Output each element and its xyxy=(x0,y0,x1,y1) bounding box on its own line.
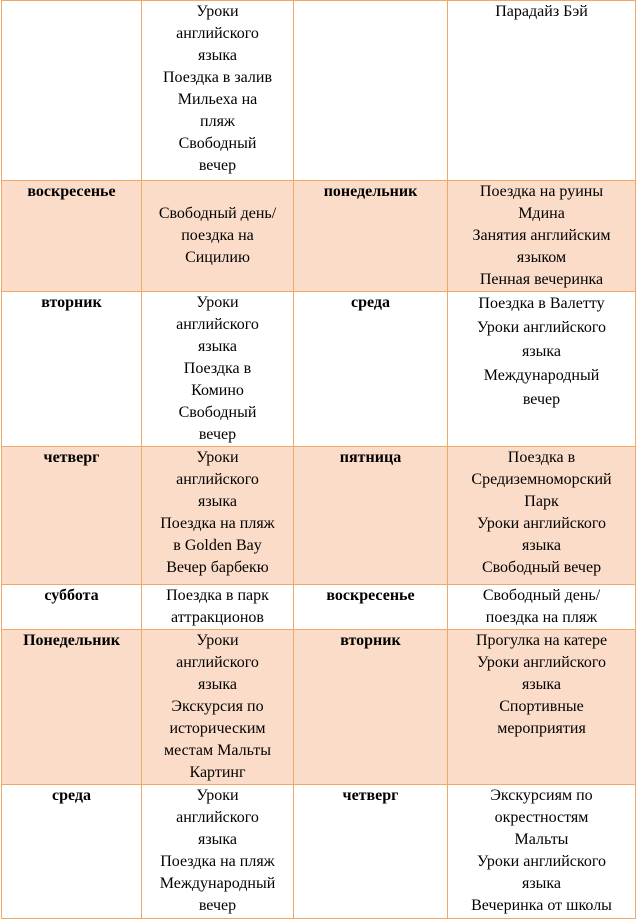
table-row xyxy=(2,292,636,447)
activity-line: местам Мальты xyxy=(163,742,272,759)
activity-line: Уроки xyxy=(196,632,239,649)
activity-line: Поездка в xyxy=(507,449,576,466)
activity-line: языка xyxy=(197,338,238,355)
day-cell: Понедельник xyxy=(2,630,142,785)
activity-line: английского xyxy=(176,316,259,333)
activity-line: Свободный день/ xyxy=(158,205,277,222)
activity-line: языка xyxy=(521,537,562,554)
activity-line: Свободный день/ xyxy=(482,587,601,604)
activity-line: Вечер барбекю xyxy=(166,559,269,576)
day-cell: среда xyxy=(2,785,142,919)
activity-line: Парадайз Бэй xyxy=(495,3,588,20)
activity-line: Средиземноморский xyxy=(471,471,612,488)
activity-line: Уроки английского xyxy=(476,853,606,870)
activity-line: в Golden Bay xyxy=(173,537,262,554)
activity-line: Комино xyxy=(191,382,244,399)
activity-line: Спортивные xyxy=(499,698,584,715)
activities-cell xyxy=(142,292,294,447)
schedule-table xyxy=(1,0,636,919)
activities-cell xyxy=(142,1,294,181)
activity-line: Поездка на руины xyxy=(479,183,604,200)
activity-line: Мальты xyxy=(514,831,569,848)
day-cell: четверг xyxy=(2,447,142,585)
activity-line: языка xyxy=(197,831,238,848)
table-row xyxy=(2,1,636,181)
activity-line: аттракционов xyxy=(171,609,264,626)
activity-line: вечер xyxy=(198,157,237,174)
activity-line: языка xyxy=(197,493,238,510)
activity-line: Уроки xyxy=(196,3,239,20)
day-cell: воскресенье xyxy=(2,181,142,292)
activity-line: Международный xyxy=(159,875,276,892)
activities-cell xyxy=(142,585,294,630)
activity-line: Свободный xyxy=(178,404,257,421)
activities-cell xyxy=(142,785,294,919)
activity-line: окрестностям xyxy=(494,809,589,826)
activity-line: Прогулка на катере xyxy=(475,632,608,649)
activity-line: Поездка в Валетту xyxy=(478,295,605,312)
day-cell: суббота xyxy=(2,585,142,630)
activities-cell xyxy=(448,292,636,447)
activity-line: Поездка на пляж xyxy=(160,853,275,870)
activity-line: Мдина xyxy=(518,205,565,222)
day-cell: вторник xyxy=(294,630,448,785)
table-row xyxy=(2,630,636,785)
activity-line: английского xyxy=(176,809,259,826)
activity-line: Картинг xyxy=(189,764,246,781)
activity-line: языком xyxy=(516,249,567,266)
activity-line: Вечеринка от школы xyxy=(471,897,612,914)
activity-line: Парк xyxy=(524,493,559,510)
activity-line: Поездка на пляж xyxy=(160,515,275,532)
activity-line: историческим xyxy=(169,720,266,737)
activity-line: Мильеха на xyxy=(177,91,258,108)
activity-line: поездка на пляж xyxy=(485,609,598,626)
activity-line: вечер xyxy=(198,897,237,914)
day-cell xyxy=(294,1,448,181)
activity-line: Занятия английским xyxy=(472,227,611,244)
table-row xyxy=(2,447,636,585)
activity-line: Экскурсия по xyxy=(171,698,264,715)
activity-line: английского xyxy=(176,25,259,42)
activities-cell xyxy=(448,585,636,630)
activity-line: Уроки английского xyxy=(476,654,606,671)
activities-cell xyxy=(448,630,636,785)
activities-cell xyxy=(448,447,636,585)
activities-cell xyxy=(448,1,636,181)
activity-line: языка xyxy=(521,875,562,892)
activity-line: английского xyxy=(176,654,259,671)
activity-line: Уроки xyxy=(196,787,239,804)
day-cell: среда xyxy=(294,292,448,447)
activities-cell xyxy=(142,630,294,785)
day-cell: пятница xyxy=(294,447,448,585)
activity-line: языка xyxy=(197,676,238,693)
activity-line: поездка на xyxy=(181,227,254,244)
table-row xyxy=(2,181,636,292)
activity-line xyxy=(144,181,291,203)
activity-line: языка xyxy=(197,47,238,64)
activities-cell xyxy=(142,181,294,292)
activity-line: пляж xyxy=(200,113,235,130)
activity-line: английского xyxy=(176,471,259,488)
activity-line: Пенная вечеринка xyxy=(479,271,604,288)
activity-line: Свободный xyxy=(178,135,257,152)
day-cell: понедельник xyxy=(294,181,448,292)
activity-line: Сицилию xyxy=(185,249,250,266)
table-row xyxy=(2,785,636,919)
activities-cell xyxy=(448,785,636,919)
activity-line: языка xyxy=(521,343,562,360)
activity-line: Уроки английского xyxy=(476,319,606,336)
activity-line: Уроки xyxy=(196,449,239,466)
day-cell: воскресенье xyxy=(294,585,448,630)
day-cell xyxy=(2,1,142,181)
activity-line: языка xyxy=(521,676,562,693)
activity-line: Поездка в парк xyxy=(166,587,269,604)
activities-cell xyxy=(142,447,294,585)
activity-line: вечер xyxy=(198,426,237,443)
activity-line: Поездка в залив xyxy=(162,69,273,86)
activity-line: Свободный вечер xyxy=(481,559,602,576)
activity-line: мероприятия xyxy=(497,720,586,737)
activity-line: вечер xyxy=(522,391,561,408)
activity-line: Экскурсиям по xyxy=(490,787,593,804)
day-cell: вторник xyxy=(2,292,142,447)
day-cell: четверг xyxy=(294,785,448,919)
table-row xyxy=(2,585,636,630)
activity-line: Уроки xyxy=(196,294,239,311)
activity-line: Международный xyxy=(483,367,600,384)
activity-line: Уроки английского xyxy=(476,515,606,532)
activity-line: Поездка в xyxy=(183,360,252,377)
activities-cell xyxy=(448,181,636,292)
